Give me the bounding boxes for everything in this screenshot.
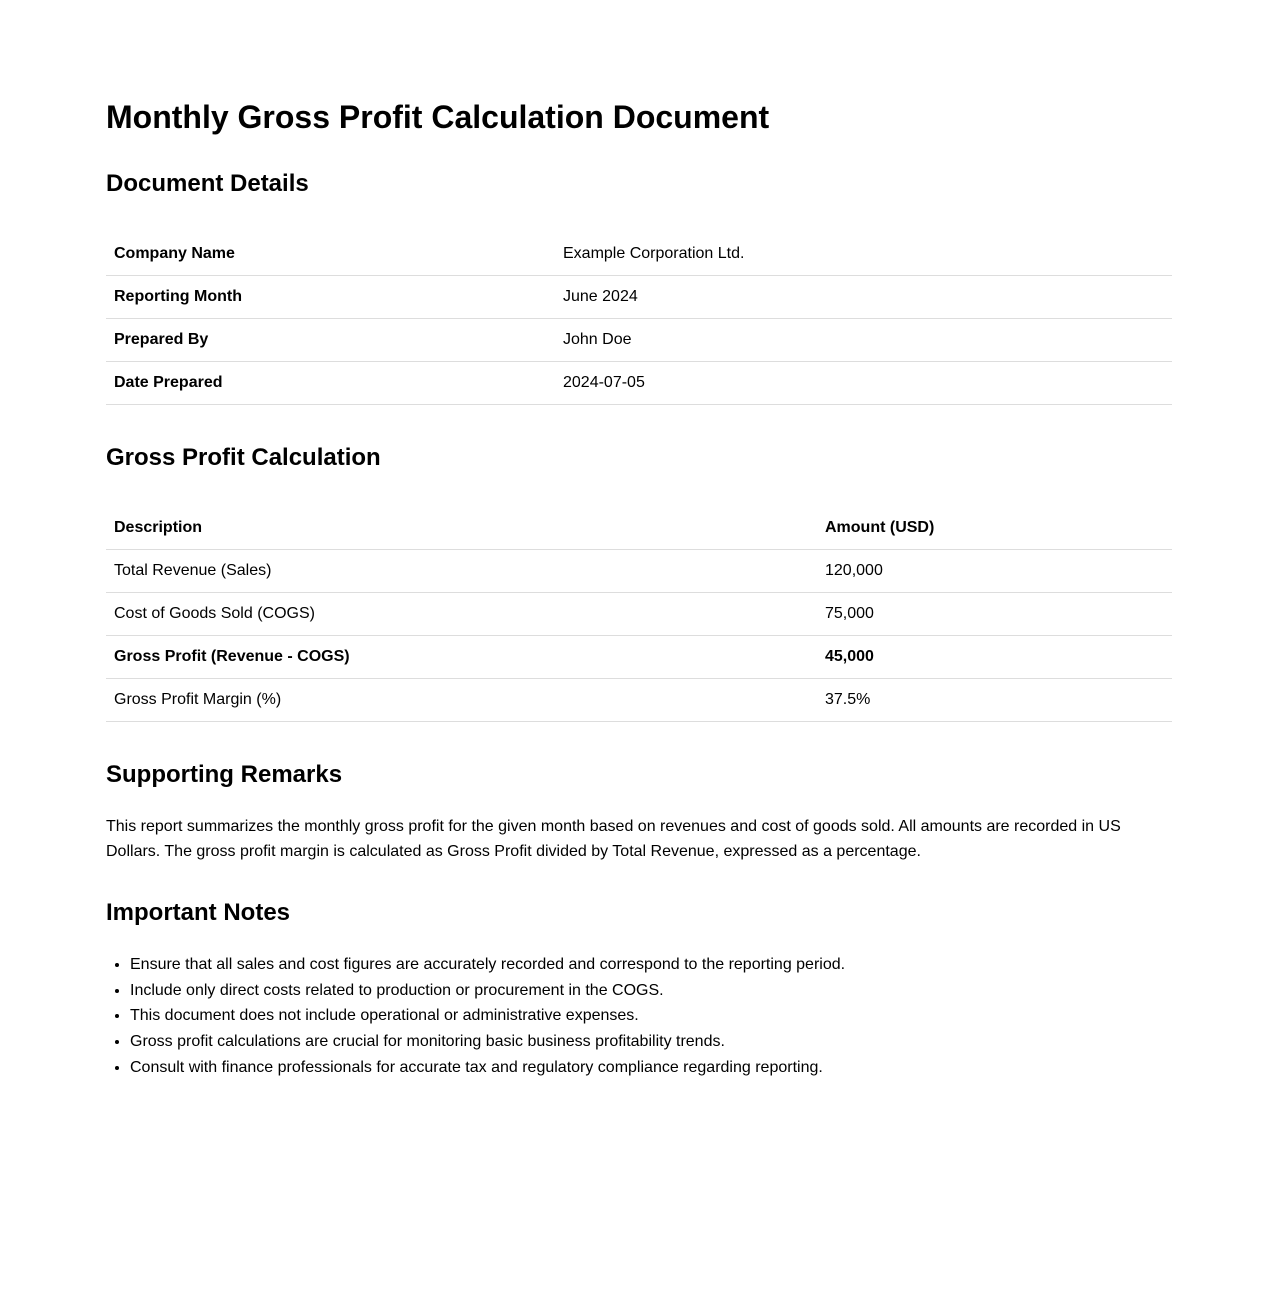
row-description: Gross Profit Margin (%) (106, 679, 817, 722)
details-row-company (106, 233, 1172, 276)
details-row-month (106, 276, 1172, 319)
list-item: • Consult with finance professionals for accurate tax and regulatory compliance regarding reporting. (130, 1055, 845, 1081)
list-item: • Gross profit calculations are crucial for monitoring basic business profitability trends. (130, 1029, 845, 1055)
details-label: Reporting Month (106, 276, 555, 319)
page-title: Monthly Gross Profit Calculation Document (106, 99, 770, 135)
row-description: Cost of Goods Sold (COGS) (106, 593, 817, 636)
details-label: Company Name (106, 233, 555, 276)
notes-heading: Important Notes (106, 899, 291, 926)
details-label: Date Prepared (106, 362, 555, 405)
row-amount: 45,000 (817, 636, 1172, 679)
details-value: 2024-07-05 (555, 362, 1172, 405)
list-item: • Include only direct costs related to production or procurement in the COGS. (130, 978, 845, 1004)
row-description: Total Revenue (Sales) (106, 550, 817, 593)
notes-list (106, 952, 845, 1081)
column-header-amount: Amount (USD) (817, 507, 1172, 550)
details-value: June 2024 (555, 276, 1172, 319)
remarks-paragraph: This report summarizes the monthly gross profit for the given month based on revenues and cost of goods sold. All amounts are recorded in US Dollars. The gross profit margin is calculated as Gross Profit divided by Total Revenue, expressed as a percentage. (106, 818, 1121, 860)
details-label: Prepared By (106, 319, 555, 362)
details-heading: Document Details (106, 170, 309, 197)
row-description: Gross Profit (Revenue - COGS) (106, 636, 817, 679)
row-amount: 37.5% (817, 679, 1172, 722)
calculation-heading: Gross Profit Calculation (106, 444, 381, 471)
calculation-table (106, 507, 1172, 722)
table-row (106, 593, 1172, 636)
column-header-description: Description (106, 507, 817, 550)
table-row (106, 550, 1172, 593)
details-value: John Doe (555, 319, 1172, 362)
remarks-heading: Supporting Remarks (106, 761, 343, 788)
details-table (106, 233, 1172, 405)
calculation-header-row (106, 507, 1172, 550)
details-row-prepared-by (106, 319, 1172, 362)
row-amount: 75,000 (817, 593, 1172, 636)
list-item: • Ensure that all sales and cost figures are accurately recorded and correspond to the reporting period. (130, 952, 845, 978)
list-item: • This document does not include operational or administrative expenses. (130, 1003, 845, 1029)
table-row-gross-profit (106, 636, 1172, 679)
details-value: Example Corporation Ltd. (555, 233, 1172, 276)
table-row (106, 679, 1172, 722)
row-amount: 120,000 (817, 550, 1172, 593)
details-row-date (106, 362, 1172, 405)
